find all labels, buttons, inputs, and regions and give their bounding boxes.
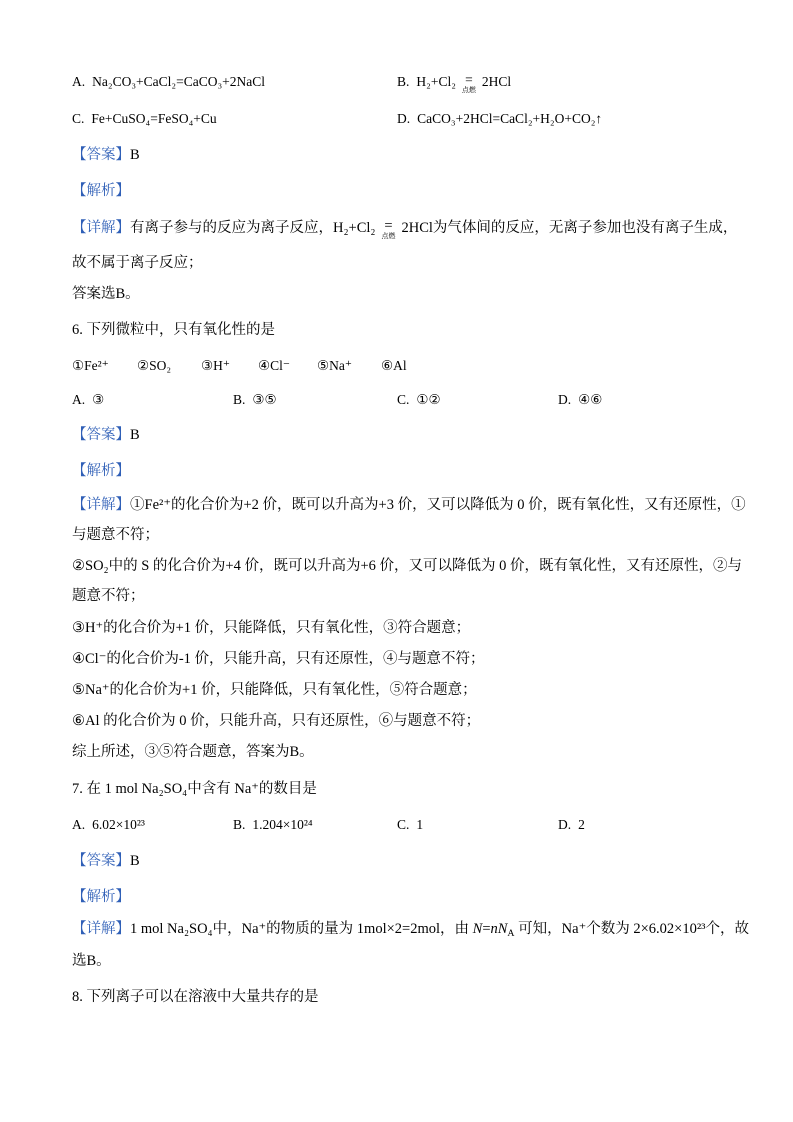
- equals-sign: =: [482, 921, 491, 937]
- option-label: A.: [72, 74, 86, 89]
- option-text: ③⑤: [252, 392, 277, 407]
- option-text: ④⑥: [578, 392, 603, 407]
- answer-value: B: [130, 853, 140, 869]
- variable-n-upper: N: [472, 921, 483, 937]
- reaction-condition: 点燃: [461, 86, 476, 94]
- q6-option-d: [558, 390, 602, 410]
- avogadro-subscript: A: [507, 927, 515, 939]
- answer-value: B: [130, 427, 140, 443]
- q7-option-a: [72, 815, 145, 835]
- option-label: D.: [558, 392, 572, 407]
- detail-text: ②SO₂中的 S 的化合价为+4 价，既可以升高为+6 价，又可以降低为 0 价，既有氧化性，又有还原性，②与: [72, 558, 743, 574]
- q6-stem: [72, 320, 275, 340]
- analysis-tag: 【解析】: [72, 463, 130, 479]
- q7-detail-line-1: [72, 919, 749, 939]
- analysis-tag: 【解析】: [72, 889, 130, 905]
- option-label: C.: [397, 392, 410, 407]
- particle-item: ⑤Na⁺: [317, 358, 352, 373]
- answer-tag: 【答案】: [72, 427, 130, 443]
- analysis-tag: 【解析】: [72, 183, 130, 199]
- q8-stem: [72, 987, 319, 1007]
- q6-detail-line-6: [72, 649, 485, 669]
- detail-text: 与题意不符；: [72, 527, 159, 543]
- q7-option-c: [397, 815, 423, 835]
- option-label: D.: [397, 111, 411, 126]
- q5-options-row-2: [72, 109, 732, 129]
- option-label: C.: [397, 817, 410, 832]
- detail-text: 1 mol Na₂SO₄中，Na⁺的物质的量为 1mol×2=2mol，由: [130, 921, 473, 937]
- q6-answer: [72, 425, 140, 445]
- option-text: 2: [578, 817, 585, 832]
- q7-stem: [72, 779, 317, 799]
- option-text: ③: [92, 392, 105, 407]
- q6-option-a: [72, 390, 104, 410]
- q7-option-d: [558, 815, 585, 835]
- detail-tag: 【详解】: [72, 497, 130, 513]
- answer-tag: 【答案】: [72, 853, 130, 869]
- q6-detail-line-5: [72, 618, 470, 638]
- question-stem: 7. 在 1 mol Na₂SO₄中含有 Na⁺的数目是: [72, 781, 317, 797]
- detail-text: ④Cl⁻的化合价为-1 价，只能升高，只有还原性，④与题意不符；: [72, 651, 485, 667]
- option-text: Na₂CO₃+CaCl₂=CaCO₃+2NaCl: [92, 74, 266, 89]
- particle-item: ⑥Al: [381, 358, 407, 373]
- q7-analysis: [72, 887, 130, 907]
- detail-text: 为气体间的反应，无离子参加也没有离子生成，: [432, 220, 738, 236]
- q7-option-b: [233, 815, 313, 835]
- q7-options: [72, 815, 732, 835]
- q6-option-b: [233, 390, 277, 410]
- q6-particles: [72, 356, 732, 376]
- detail-text: 选B。: [72, 953, 111, 969]
- q5-detail-line-2: [72, 253, 203, 273]
- option-label: B.: [233, 392, 246, 407]
- q6-detail-line-2: [72, 525, 159, 545]
- reaction-condition-equals: [460, 72, 478, 92]
- q6-detail-line-7: [72, 680, 477, 700]
- q6-detail-line-8: [72, 711, 480, 731]
- q6-detail-line-3: [72, 556, 742, 576]
- option-label: B.: [397, 74, 410, 89]
- detail-text: ⑤Na⁺的化合价为+1 价，只能降低，只有氧化性，⑤符合题意；: [72, 682, 477, 698]
- option-text: Fe+CuSO₄=FeSO₄+Cu: [91, 111, 217, 126]
- detail-text: ⑥Al 的化合价为 0 价，只能升高，只有还原性，⑥与题意不符；: [72, 713, 481, 729]
- detail-text: 综上所述，③⑤符合题意，答案为B。: [72, 744, 314, 760]
- question-stem: 6. 下列微粒中，只有氧化性的是: [72, 322, 275, 338]
- q6-detail-line-1: [72, 495, 746, 515]
- option-text: 1: [416, 817, 424, 832]
- q5-option-d: [397, 109, 602, 129]
- equation-products: 2HCl: [481, 74, 512, 89]
- equation-reactants: H₂+Cl₂: [333, 220, 376, 236]
- option-text: 6.02×10²³: [92, 817, 145, 832]
- q5-option-a: [72, 72, 265, 92]
- option-label: A.: [72, 392, 86, 407]
- particle-item: ④Cl⁻: [258, 358, 290, 373]
- option-label: C.: [72, 111, 85, 126]
- q5-options-row-1: [72, 72, 732, 92]
- particle-item: ②SO₂: [137, 358, 172, 373]
- detail-text: ①Fe²⁺的化合价为+2 价，既可以升高为+3 价，又可以降低为 0 价，既有氧化性，又有还原性，①: [130, 497, 746, 513]
- q5-answer: [72, 145, 140, 165]
- q5-analysis: [72, 181, 130, 201]
- q7-answer: [72, 851, 140, 871]
- variable-n-lower: n: [490, 921, 498, 937]
- option-label: D.: [558, 817, 572, 832]
- q6-detail-line-9: [72, 742, 314, 762]
- q6-detail-line-4: [72, 586, 145, 606]
- detail-tag: 【详解】: [72, 921, 130, 937]
- particle-item: ①Fe²⁺: [72, 358, 109, 373]
- answer-value: B: [130, 147, 140, 163]
- answer-tag: 【答案】: [72, 147, 130, 163]
- q5-detail-line-3: [72, 284, 140, 304]
- question-stem: 8. 下列离子可以在溶液中大量共存的是: [72, 989, 319, 1005]
- q6-option-c: [397, 390, 441, 410]
- equation-products: 2HCl: [401, 220, 433, 236]
- q5-option-b: [397, 72, 511, 92]
- q5-detail-line-1: [72, 218, 737, 238]
- option-text: ①②: [416, 392, 441, 407]
- particle-item: ③H⁺: [201, 358, 230, 373]
- equation-reactants: H₂+Cl₂: [416, 74, 456, 89]
- detail-text: 题意不符；: [72, 588, 145, 604]
- detail-text: 故不属于离子反应；: [72, 255, 203, 271]
- option-label: A.: [72, 817, 86, 832]
- detail-tag: 【详解】: [72, 220, 130, 236]
- equals-sign: =: [384, 218, 393, 234]
- option-text: CaCO₃+2HCl=CaCl₂+H₂O+CO₂↑: [417, 111, 603, 126]
- detail-text: 答案选B。: [72, 286, 140, 302]
- q6-analysis: [72, 461, 130, 481]
- detail-text: 有离子参与的反应为离子反应，: [130, 220, 333, 236]
- option-label: B.: [233, 817, 246, 832]
- equals-sign: =: [465, 72, 473, 87]
- avogadro-constant-symbol: N: [497, 921, 508, 937]
- reaction-condition-equals: [379, 218, 397, 238]
- q6-options: [72, 390, 732, 410]
- detail-text: 可知，Na⁺个数为 2×6.02×10²³个，故: [514, 921, 750, 937]
- reaction-condition: 点燃: [381, 232, 396, 240]
- q5-option-c: [72, 109, 217, 129]
- q7-detail-line-2: [72, 951, 111, 971]
- detail-text: ③H⁺的化合价为+1 价，只能降低，只有氧化性，③符合题意；: [72, 620, 471, 636]
- option-text: 1.204×10²⁴: [252, 817, 313, 832]
